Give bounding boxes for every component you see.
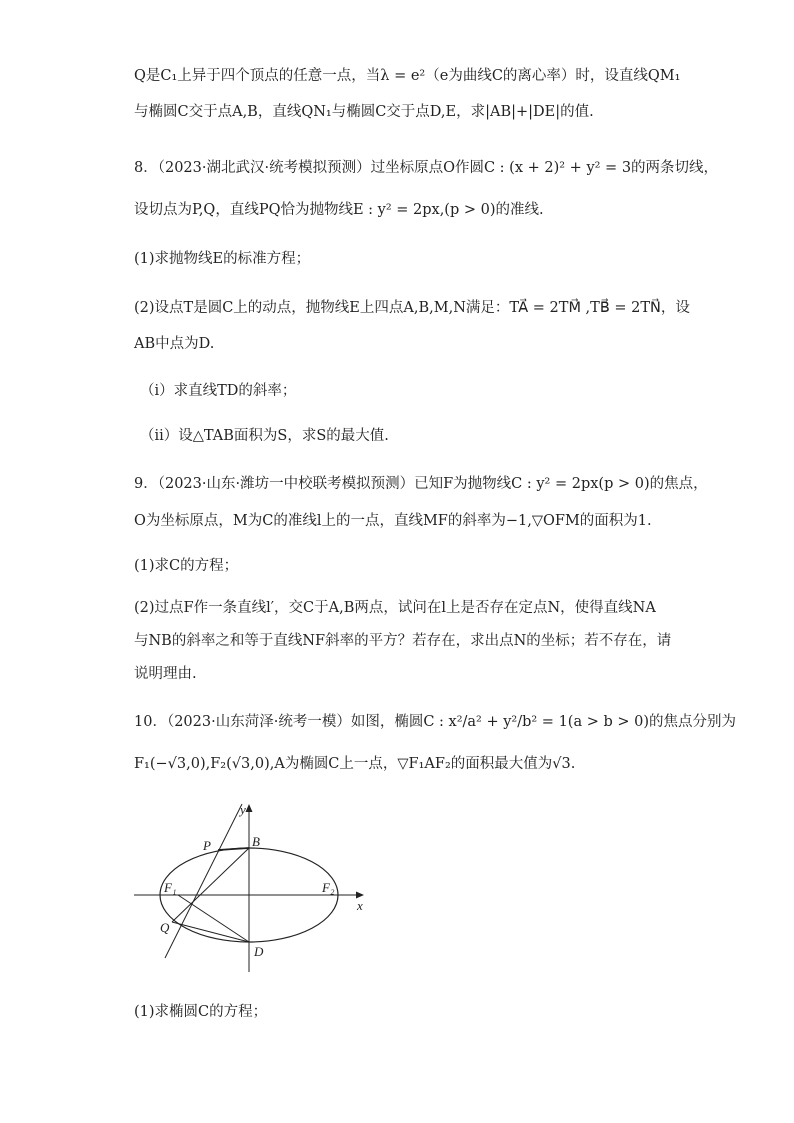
label-d: D [254, 944, 264, 959]
problem-9-line-2: O为坐标原点，M为C的准线l上的一点，直线MF的斜率为−1,▽OFM的面积为1. [134, 513, 652, 529]
label-q: Q [160, 920, 170, 935]
text-line-1: Q是C₁上异于四个顶点的任意一点，当λ = e²（e为曲线C的离心率）时，设直线QM₁ [134, 68, 681, 84]
problem-8-line-2: 设切点为P,Q，直线PQ恰为抛物线E : y² = 2px,(p > 0)的准线. [134, 202, 544, 218]
ellipse-diagram [128, 800, 378, 980]
problem-10-line-2: F₁(−√3,0),F₂(√3,0),A为椭圆C上一点，▽F₁AF₂的面积最大值为√3. [134, 756, 576, 772]
label-y: y [240, 802, 246, 817]
label-f2: F₂ [322, 880, 335, 895]
label-b: B [252, 834, 260, 849]
segment-qb [172, 848, 249, 922]
problem-9-part-2-cont: 与NB的斜率之和等于直线NF斜率的平方？若存在，求出点N的坐标；若不存在，请 [134, 633, 672, 649]
ellipse-figure [128, 800, 378, 980]
problem-9-part-2: (2)过点F作一条直线l′，交C于A,B两点，试问在l上是否存在定点N，使得直线NA [134, 600, 656, 616]
problem-10-heading: 10．（2023·山东菏泽·统考一模）如图，椭圆C : x²/a² + y²/b² = 1(a > b > 0)的焦点分别为 [134, 714, 736, 730]
segment-f1d [178, 895, 249, 942]
y-axis-arrow [246, 804, 253, 812]
problem-8-subpart-ii: （ii）设△TAB面积为S，求S的最大值. [140, 428, 389, 444]
segment-pb [218, 848, 249, 850]
problem-8-part-2: (2)设点T是圆C上的动点，抛物线E上四点A,B,M,N满足：TA⃗ = 2TM⃗ ,TB⃗ = 2TN⃗，设 [134, 300, 690, 316]
problem-9-part-1: (1)求C的方程； [134, 558, 239, 574]
problem-8-heading: 8．（2023·湖北武汉·统考模拟预测）过坐标原点O作圆C : (x + 2)² + y² = 3的两条切线， [134, 160, 719, 176]
problem-10-part-1: (1)求椭圆C的方程； [134, 1004, 268, 1020]
problem-8-part-1: (1)求抛物线E的标准方程； [134, 251, 311, 267]
problem-9-heading: 9．（2023·山东·潍坊一中校联考模拟预测）已知F为抛物线C : y² = 2px(p > 0)的焦点， [134, 476, 708, 492]
label-x: x [357, 898, 363, 913]
problem-9-part-2-end: 说明理由. [134, 666, 197, 682]
label-f1: F₁ [164, 880, 177, 895]
problem-8-subpart-i: （i）求直线TD的斜率； [140, 383, 297, 399]
problem-8-part-2-cont: AB中点为D. [134, 336, 215, 352]
segment-qd [172, 922, 249, 942]
text-line-2: 与椭圆C交于点A,B，直线QN₁与椭圆C交于点D,E，求|AB|+|DE|的值. [134, 104, 594, 120]
label-p: P [203, 838, 211, 853]
